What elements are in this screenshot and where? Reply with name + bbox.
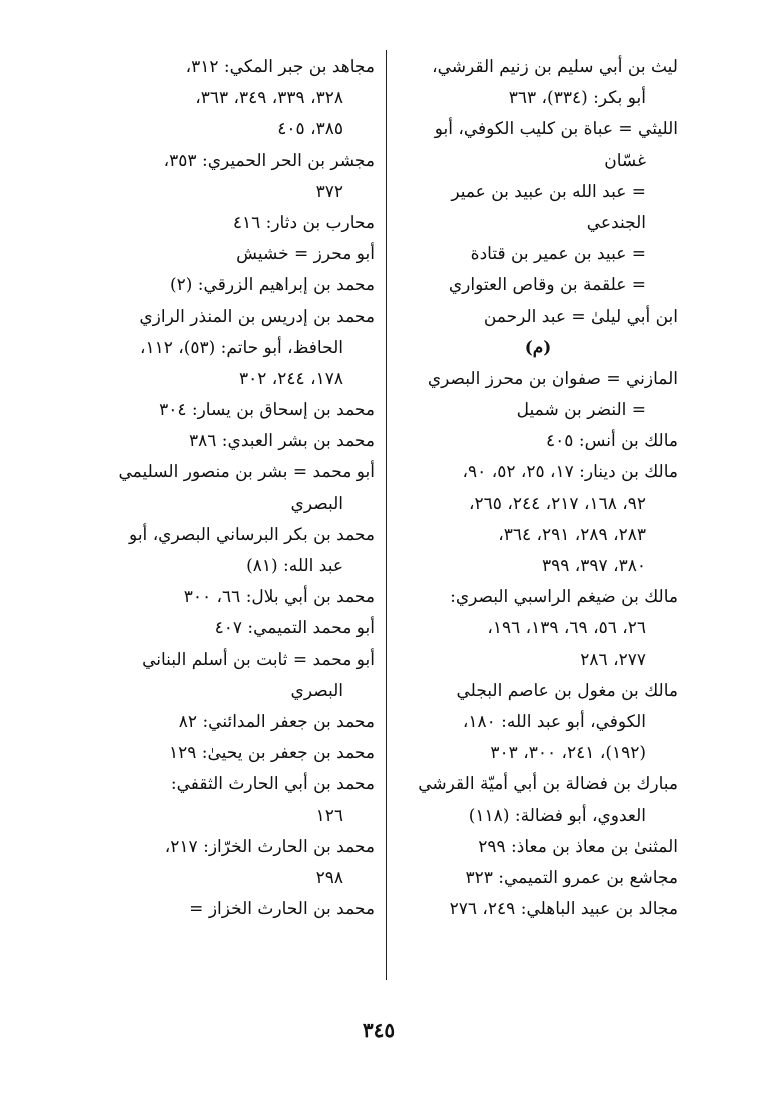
index-entry-line: ٢٩٨ — [315, 867, 343, 888]
index-entry-line: محمد بن بشر العبدي: ٣٨٦ — [189, 431, 375, 452]
index-entry-line: ٩٢، ١٦٨، ٢١٧، ٢٤٤، ٢٦٥، — [469, 493, 646, 514]
index-entry-line: الجندعي — [586, 212, 646, 233]
index-entry-line: أبو بكر: (٣٣٤)، ٣٦٣ — [508, 88, 646, 109]
index-entry-line: البصري — [290, 680, 343, 701]
index-entry-line: محمد بن أبي بلال: ٦٦، ٣٠٠ — [183, 587, 375, 608]
index-entry-line: مالك بن ضيغم الراسبي البصري: — [450, 587, 678, 608]
index-entry-line: عبد الله: (٨١) — [246, 556, 343, 576]
index-entry-line: مبارك بن فضالة بن أبي أميّة القرشي — [418, 774, 678, 795]
index-entry-line: ١٧٨، ٢٤٤، ٣٠٢ — [239, 368, 343, 389]
index-entry-line: = عبد الله بن عبيد بن عمير — [451, 181, 646, 202]
index-entry-line: ١٢٦ — [315, 805, 343, 826]
index-entry-line: أبو محرز = خشيش — [236, 244, 375, 265]
index-entry-line: ٣٧٢ — [315, 181, 343, 202]
index-entry-line: محمد بن جعفر المدائني: ٨٢ — [178, 711, 375, 732]
index-entry-line: محمد بن بكر البرساني البصري، أبو — [129, 524, 375, 545]
index-entry-line: ٢٨٣، ٢٨٩، ٢٩١، ٣٦٤، — [498, 524, 646, 545]
index-entry-line: مجشر بن الحر الحميري: ٣٥٣، — [163, 150, 375, 171]
index-entry-line: ٢٦، ٥٦، ٦٩، ١٣٩، ١٩٦، — [487, 618, 646, 639]
index-entry-line: ليث بن أبي سليم بن زنيم القرشي، — [432, 57, 678, 77]
index-entry-line: محمد بن إبراهيم الزرقي: (٢) — [169, 275, 375, 296]
index-entry-line: مالك بن مغول بن عاصم البجلي — [456, 680, 678, 701]
index-entry-line: أبو محمد التميمي: ٤٠٧ — [214, 618, 375, 639]
index-entry-line: محارب بن دثار: ٤١٦ — [232, 212, 375, 233]
index-column-left — [80, 52, 375, 925]
index-entry-line: محمد بن إسحاق بن يسار: ٣٠٤ — [159, 400, 375, 421]
index-entry-line: = عبيد بن عمير بن قتادة — [470, 244, 646, 265]
column-divider — [386, 50, 387, 980]
index-entry-line: محمد بن الحارث الخزاز = — [189, 899, 375, 920]
index-entry-line: الكوفي، أبو عبد الله: ١٨٠، — [462, 711, 646, 732]
index-entry-line: محمد بن جعفر بن يحيىٰ: ١٢٩ — [168, 743, 375, 764]
index-entry-line: أبو محمد = ثابت بن أسلم البناني — [142, 649, 375, 670]
index-entry-line: مالك بن أنس: ٤٠٥ — [546, 431, 678, 452]
index-entry-line: = علقمة بن وقاص العتواري — [448, 275, 646, 296]
index-entry-line: العدوي، أبو فضالة: (١١٨) — [468, 805, 646, 826]
index-entry-line: أبو محمد = بشر بن منصور السليمي — [118, 462, 375, 483]
index-entry-line: غسّان — [604, 150, 646, 171]
index-entry-line: محمد بن الحارث الخرّاز: ٢١٧، — [164, 836, 375, 857]
index-entry-line: ٣٢٨، ٣٣٩، ٣٤٩، ٣٦٣، — [195, 88, 343, 109]
index-entry-line: مجاهد بن جبر المكي: ٣١٢، — [185, 57, 375, 77]
index-entry-line: محمد بن إدريس بن المنذر الرازي — [139, 306, 375, 327]
section-letter-heading: (م) — [524, 337, 552, 358]
index-entry-line: البصري — [290, 493, 343, 514]
index-entry-line: = النضر بن شميل — [516, 400, 646, 421]
index-entry-line: ابن أبي ليلىٰ = عبد الرحمن — [483, 306, 678, 327]
index-entry-line: المثنىٰ بن معاذ بن معاذ: ٢٩٩ — [478, 836, 678, 857]
index-entry-line: مالك بن دينار: ١٧، ٢٥، ٥٢، ٩٠، — [462, 462, 678, 483]
index-entry-line: مجالد بن عبيد الباهلي: ٢٤٩، ٢٧٦ — [449, 899, 678, 920]
index-entry-line: ٣٨٥، ٤٠٥ — [277, 119, 343, 140]
index-entry-line: الليثي = عباة بن كليب الكوفي، أبو — [434, 119, 678, 140]
index-entry-line: ٣٨٠، ٣٩٧، ٣٩٩ — [542, 556, 646, 576]
index-entry-line: محمد بن أبي الحارث الثقفي: — [170, 774, 375, 795]
index-entry-line: المازني = صفوان بن محرز البصري — [427, 368, 678, 389]
index-entry-line: ٢٧٧، ٢٨٦ — [580, 649, 646, 670]
index-column-right — [398, 52, 678, 925]
index-entry-line: (١٩٢)، ٢٤١، ٣٠٠، ٣٠٣ — [490, 743, 646, 764]
page-number: ٣٤٥ — [362, 1018, 396, 1042]
index-entry-line: مجاشع بن عمرو التميمي: ٣٢٣ — [465, 867, 678, 888]
index-entry-line: الحافظ، أبو حاتم: (٥٣)، ١١٢، — [139, 337, 343, 358]
